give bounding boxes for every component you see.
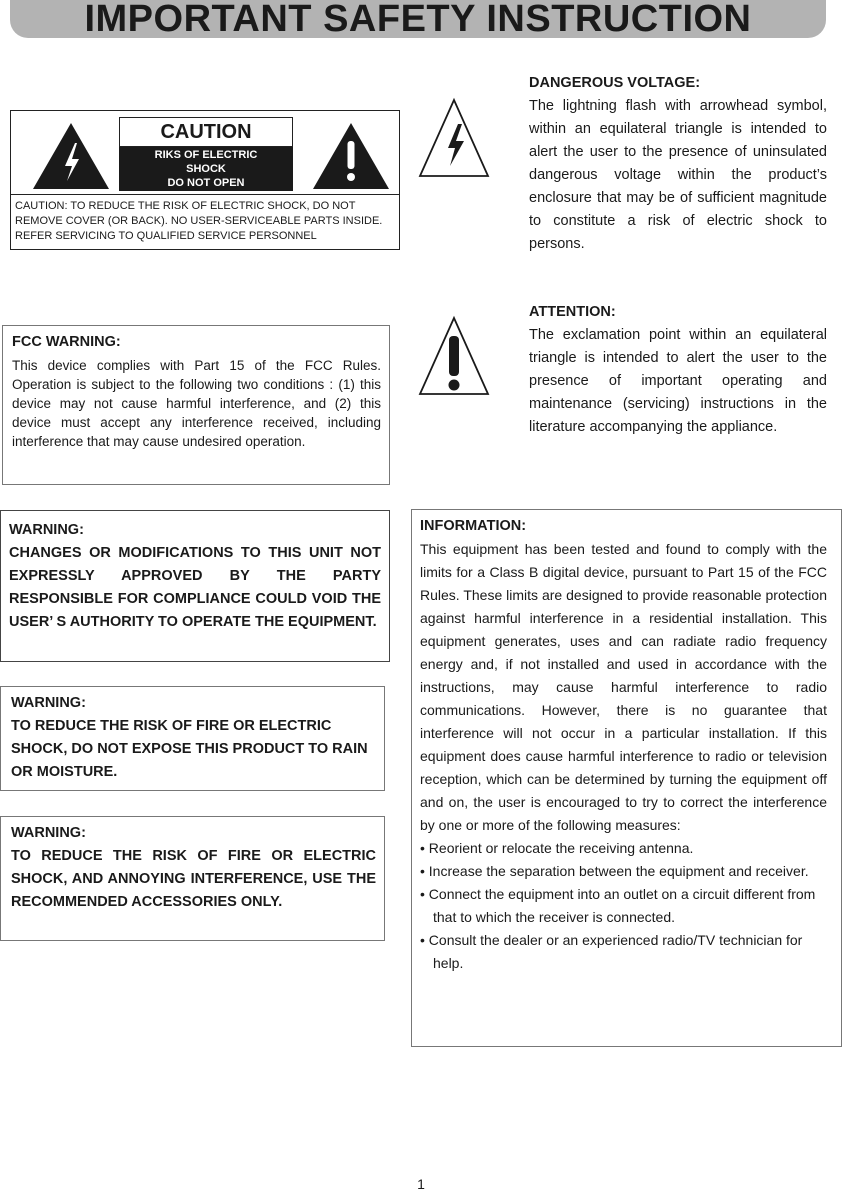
caution-label xyxy=(10,110,400,250)
information-heading: INFORMATION: xyxy=(420,518,527,534)
attention-text: The exclamation point within an equilateral triangle is intended to alert the user to the presence of important operating and maintenance (servicing) instructions in the literature accompanying the appliance. xyxy=(529,327,827,435)
information-box xyxy=(411,509,842,1047)
page-title: IMPORTANT SAFETY INSTRUCTION xyxy=(84,0,752,40)
information-bullet: • Consult the dealer or an experienced radio/TV technician for help. xyxy=(420,932,803,971)
page-number: 1 xyxy=(417,1176,425,1191)
caution-black-panel xyxy=(119,147,293,191)
warning-rain-heading: WARNING: xyxy=(11,695,86,711)
title-banner xyxy=(10,0,826,38)
warning-rain-text: TO REDUCE THE RISK OF FIRE OR ELECTRIC SHOCK, DO NOT EXPOSE THIS PRODUCT TO RAIN OR MOISTURE. xyxy=(11,718,368,780)
fcc-warning-heading: FCC WARNING: xyxy=(12,334,121,350)
warning-accessories-text: TO REDUCE THE RISK OF FIRE OR ELECTRIC SHOCK, AND ANNOYING INTERFERENCE, USE THE RECOMMENDED ACCESSORIES ONLY. xyxy=(11,848,376,910)
caution-line-1: RIKS OF ELECTRIC xyxy=(154,149,258,161)
warning-accessories-heading: WARNING: xyxy=(11,825,86,841)
attention-section xyxy=(529,301,827,439)
lightning-warning-icon xyxy=(31,121,111,191)
dangerous-voltage-text: The lightning flash with arrowhead symbol, within an equilateral triangle is intended to alert the user to the presence of uninsulated dangerous voltage within the product’s enclosure that may be of sufficient magnitude to constitute a risk of electric shock to persons. xyxy=(529,98,827,252)
fcc-warning-box xyxy=(2,325,390,485)
information-text: This equipment has been tested and found to comply with the limits for a Class B digital device, pursuant to Part 15 of the FCC Rules. These limits are designed to provide reasonable protection against harmful interference in a residential installation. This equipment generates, uses and can radiate radio frequency energy and, if not installed and used in accordance with the instructions, may cause harmful interference to radio communications. However, there is no guarantee that interference will not occur in a particular installation. If this equipment does cause harmful interference to radio or television reception, which can be determined by turning the equipment off and on, the user is encouraged to try to correct the interference by one or more of the following measures: xyxy=(420,541,827,833)
information-bullet: • Reorient or relocate the receiving antenna. xyxy=(420,840,694,856)
attention-heading: ATTENTION: xyxy=(529,304,616,320)
lightning-triangle-icon xyxy=(418,96,490,180)
warning-accessories-box xyxy=(0,816,385,941)
caution-line-2: SHOCK xyxy=(186,163,226,175)
fcc-warning-text: This device complies with Part 15 of the FCC Rules. Operation is subject to the following two conditions : (1) this device may not cause harmful interference, and (2) this device must accept any interference received, including interference that may cause undesired operation. xyxy=(12,358,381,449)
dangerous-voltage-heading: DANGEROUS VOLTAGE: xyxy=(529,75,701,91)
caution-label-top xyxy=(11,111,399,195)
warning-modifications-box xyxy=(0,510,390,662)
warning-rain-box xyxy=(0,686,385,791)
caution-text: CAUTION: TO REDUCE THE RISK OF ELECTRIC SHOCK, DO NOT REMOVE COVER (OR BACK). NO USER-SERVICEABLE PARTS INSIDE. REFER SERVICING TO QUALIFIED SERVICE PERSONNEL xyxy=(15,200,383,242)
caution-heading: CAUTION xyxy=(119,117,293,147)
exclamation-warning-icon xyxy=(311,121,391,191)
exclamation-triangle-icon xyxy=(418,314,490,398)
information-bullet: • Increase the separation between the equipment and receiver. xyxy=(420,863,809,879)
warning-modifications-text: CHANGES OR MODIFICATIONS TO THIS UNIT NOT EXPRESSLY APPROVED BY THE PARTY RESPONSIBLE FOR COMPLIANCE COULD VOID THE USER’ S AUTHORITY TO OPERATE THE EQUIPMENT. xyxy=(9,545,381,630)
caution-line-3: DO NOT OPEN xyxy=(167,177,245,189)
information-bullet: • Connect the equipment into an outlet on a circuit different from that to which the receiver is connected. xyxy=(420,886,816,925)
warning-modifications-heading: WARNING: xyxy=(9,522,84,538)
dangerous-voltage-section xyxy=(529,72,827,256)
